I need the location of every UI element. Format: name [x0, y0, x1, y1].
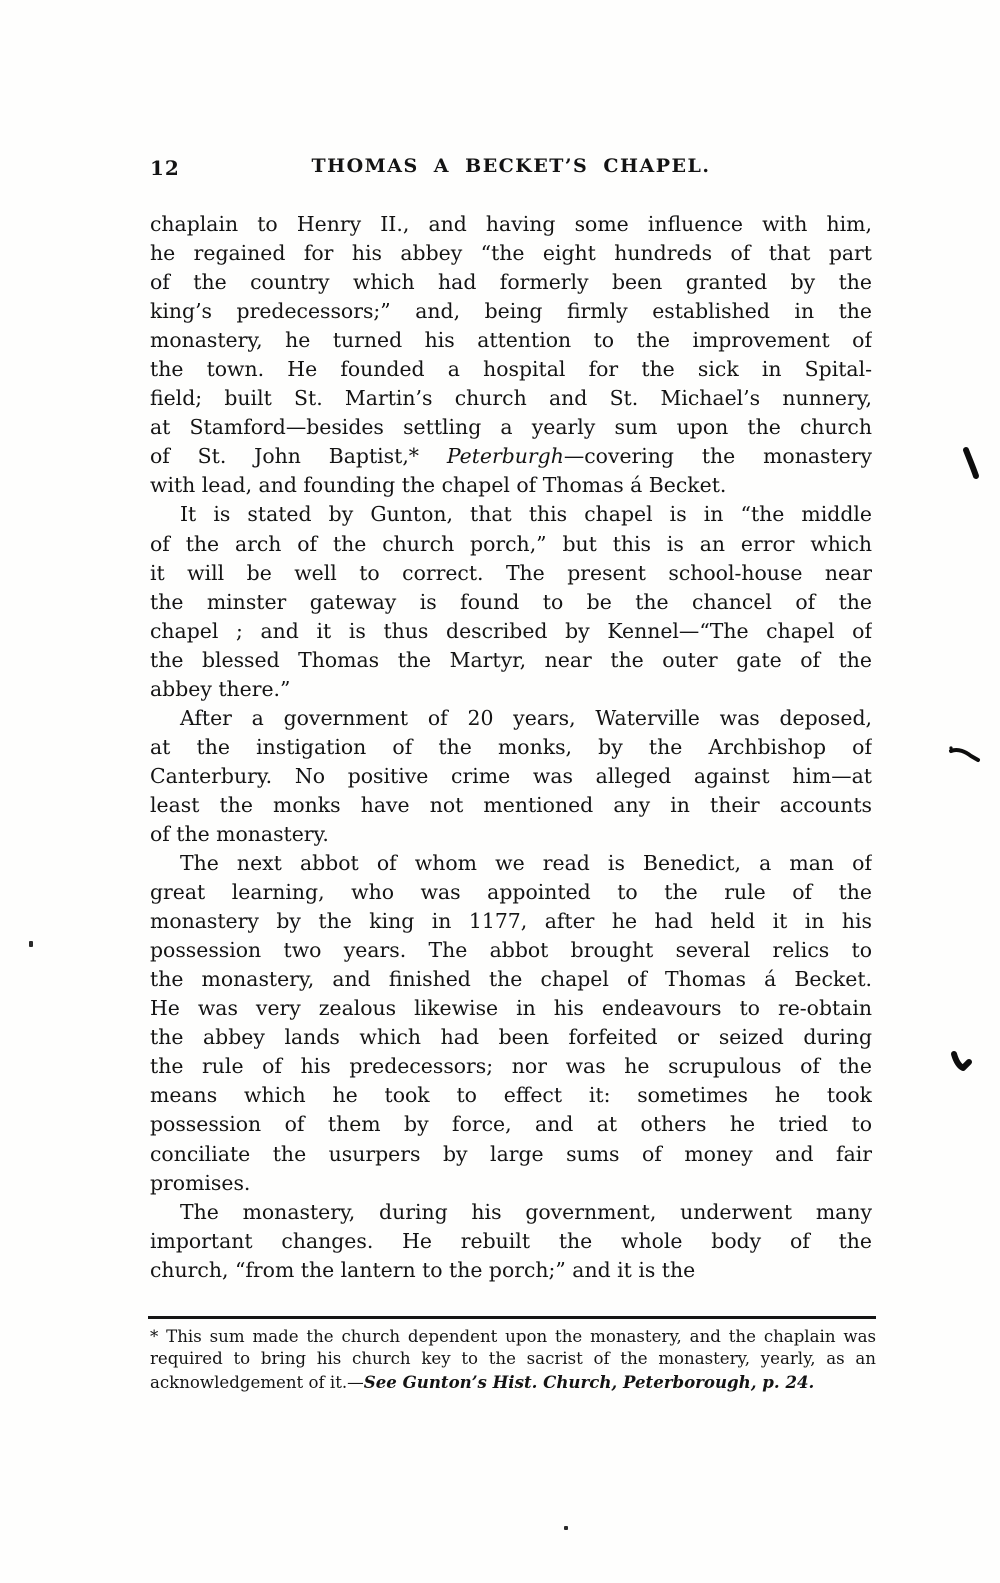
text-line: chaplain to Henry II., and having some influence with him, [150, 212, 872, 236]
text-line: church, “from the lantern to the porch;” and it is the [150, 1257, 696, 1282]
text-segment: acknowledgement of it.— [150, 1372, 364, 1392]
text-line: means which he took to effect it: sometimes he took [150, 1083, 872, 1108]
text-line: The next abbot of whom we read is Benedict, a man of [180, 851, 872, 876]
footnote-rule [148, 1316, 876, 1319]
text-line: the monastery, and finished the chapel of Thomas á Becket. [150, 967, 872, 992]
text-line: great learning, who was appointed to the rule of the [150, 880, 872, 905]
ink-mark-slash [966, 450, 976, 476]
text-line: of the country which had formerly been granted by the [150, 270, 872, 295]
footnote [150, 1327, 876, 1394]
text-line: it will be well to correct. The present school-house near [150, 560, 872, 585]
text-segment: —covering the monastery [563, 444, 872, 469]
text-line: of the monastery. [150, 821, 329, 846]
text-line: of the arch of the church porch,” but this is an error which [150, 531, 872, 556]
text-line: at the instigation of the monks, by the Archbishop of [150, 734, 872, 759]
text-line: important changes. He rebuilt the whole body of the [150, 1228, 872, 1253]
text-segment: of St. John Baptist,* [150, 444, 447, 469]
text-line: monastery by the king in 1177, after he had held it in his [150, 909, 872, 934]
text-line: abbey there.” [150, 676, 291, 701]
text-line: the blessed Thomas the Martyr, near the outer gate of the [150, 647, 872, 672]
running-title: THOMAS A BECKET’S CHAPEL. [311, 155, 711, 177]
text-line: After a government of 20 years, Waterville was deposed, [180, 705, 872, 730]
text-line: required to bring his church key to the sacrist of the monastery, yearly, as an [150, 1349, 876, 1369]
text-line: he regained for his abbey “the eight hundreds of that part [150, 241, 872, 266]
paragraph [150, 706, 872, 851]
text-line: the abbey lands which had been forfeited or seized during [150, 1025, 872, 1050]
ink-mark-dot [949, 746, 952, 749]
italic-text: See Gunton’s Hist. Church, Peterborough, p. 24. [363, 1371, 815, 1392]
text-line: * This sum made the church dependent upon the monastery, and the chaplain was [150, 1327, 876, 1346]
text-line: the minster gateway is found to be the chancel of the [150, 589, 872, 614]
text-line: monastery, he turned his attention to the improvement of [150, 328, 872, 353]
text-line: promises. [150, 1170, 251, 1195]
text-line: possession of them by force, and at others he tried to [150, 1112, 872, 1137]
text-line [150, 1372, 876, 1394]
italic-text: Peterburgh [446, 444, 564, 469]
paper-speck [29, 941, 33, 947]
text-line: the town. He founded a hospital for the sick in Spital- [150, 357, 872, 382]
text-line: conciliate the usurpers by large sums of money and fair [150, 1141, 872, 1166]
text-line: The monastery, during his government, underwent many [180, 1199, 872, 1224]
text-line: field; built St. Martin’s church and St. Michael’s nunnery, [150, 386, 872, 411]
ink-mark-dash [951, 750, 978, 760]
text-line: chapel ; and it is thus described by Kennel—“The chapel of [150, 618, 872, 643]
text-line [150, 444, 872, 473]
page-number: 12 [150, 156, 180, 180]
text-line: possession two years. The abbot brought several relics to [150, 938, 872, 963]
text-line: the rule of his predecessors; nor was he scrupulous of the [150, 1054, 872, 1079]
text-line: It is stated by Gunton, that this chapel is in “the middle [180, 502, 872, 527]
text-line: king’s predecessors;” and, being firmly established in the [150, 299, 872, 324]
paragraph [150, 502, 872, 705]
paragraph [150, 212, 872, 502]
text-line: He was very zealous likewise in his endeavours to re-obtain [150, 996, 872, 1021]
text-line: with lead, and founding the chapel of Thomas á Becket. [150, 473, 727, 498]
paragraph [150, 851, 872, 1200]
running-head [150, 155, 872, 185]
ink-mark-check [954, 1054, 969, 1068]
body-text [150, 212, 872, 1287]
text-line: Canterbury. No positive crime was alleged against him—at [150, 763, 872, 788]
paragraph [150, 1200, 872, 1287]
text-line: at Stamford—besides settling a yearly sum upon the church [150, 415, 872, 440]
text-line: least the monks have not mentioned any in their accounts [150, 792, 872, 817]
paper-speck [564, 1526, 568, 1530]
